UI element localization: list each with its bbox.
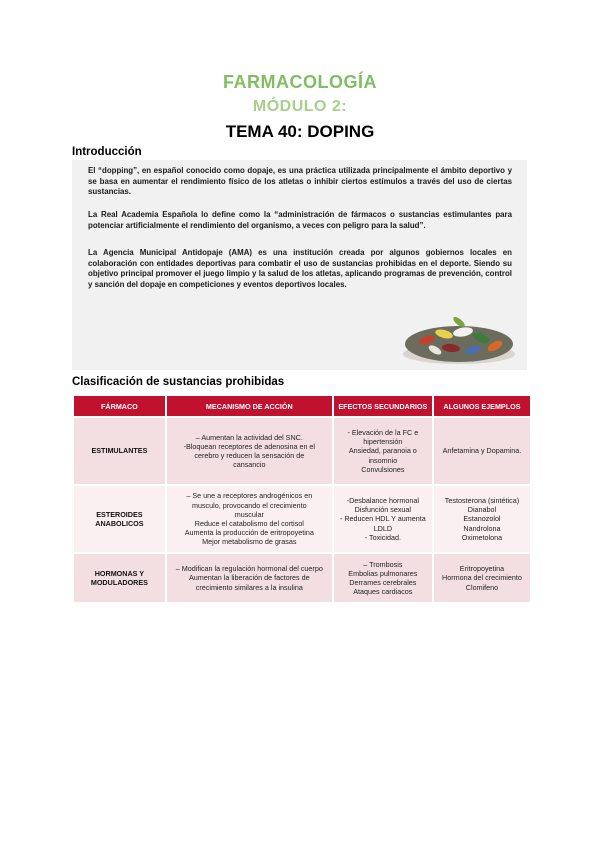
cell-line: Dianabol [467,505,497,515]
farmaco-cell: ESTEROIDES ANABOLICOS [74,486,165,552]
intro-heading: Introducción [72,146,142,158]
cell-line: LDLD [373,523,393,533]
cell-line: Hormona del crecimiento [442,573,522,583]
table-row [74,554,530,602]
cell-line: - Elevación de la FC e [347,427,419,437]
cell-line: Ansiedad, paranoia o [348,446,417,456]
column-header: EFECTOS SECUNDARIOS [334,396,432,416]
cell-line: Nandrolona [463,523,501,533]
column-header: FÁRMACO [74,396,165,416]
cell-line: – Se une a receptores androgénicos en [186,491,313,501]
cell-line: crecimiento similares a la insulina [195,582,303,592]
cell-line: – Trombosis [363,559,403,569]
table-row [74,486,530,552]
cell-line: cansancio [233,460,266,470]
cell-line: Aumentan la liberación de factores de [188,573,310,583]
cell-line: -Desbalance hormonal [346,495,419,505]
cell-line: Convulsiones [361,464,405,474]
cell-line: Estanozolol [463,514,501,524]
mecanismo-cell [167,486,332,552]
classification-heading: Clasificación de sustancias prohibidas [72,376,285,388]
cell-line: muscular [234,509,264,519]
cell-line: - Reducen HDL Y aumenta [339,514,426,524]
cell-line: Derrames cerebrales [349,578,417,587]
substances-table [72,394,532,604]
mecanismo-cell [167,418,332,484]
cell-line: -Bloquean receptores de adenosina en el [183,441,316,451]
cell-line: Oximetolona [461,532,503,542]
intro-paragraph-1: El “dopping”, en español conocido como dopaje, es una práctica utilizada principalmente el ámbito deportivo y se basa en aumentar el rendimiento físico de los atletas o inhibir ciertos estímulos a través del uso de ciertas sustancias. [88,166,512,197]
ejemplos-cell [434,418,530,484]
cell-line: Disfunción sexual [354,505,412,515]
subject-title: FARMACOLOGÍA [223,72,377,92]
efectos-cell [334,418,432,484]
intro-paragraph-2: La Real Academia Española lo define como la “administración de fármacos o sustancias estimulantes para potenciar artificialmente el rendimiento del organismo, a veces con peligro para la salud”. [88,210,512,230]
cell-line: Reduce el catabolismo del cortisol [194,519,304,528]
cell-line: Aumenta la producción de eritropoyetina [184,528,314,538]
cell-line: Embolias pulmonares [348,568,418,578]
cell-line: Eritropoyetina [459,564,505,574]
intro-box [72,160,527,370]
mecanismo-cell [167,554,332,602]
cell-line: – Aumentan la actividad del SNC. [195,432,303,442]
column-header: MECANISMO DE ACCIÓN [167,396,332,416]
cell-line: – Modifican la regulación hormonal del cuerpo [175,564,323,574]
table-row [74,418,530,484]
pills-image [399,304,517,366]
ejemplos-cell [434,554,530,602]
cell-line: Testosterona (sintética) [444,495,520,505]
cell-line: insomnio [368,455,398,465]
efectos-cell [334,554,432,602]
efectos-cell [334,486,432,552]
cell-line: - Toxicidad. [364,532,401,542]
module-title: MÓDULO 2: [252,98,348,115]
cell-line: Anfetamina y Dopamina. [442,446,522,456]
cell-line: cerebro y reducen la sensación de [194,451,305,460]
ejemplos-cell [434,486,530,552]
column-header: ALGUNOS EJEMPLOS [434,396,530,416]
farmaco-cell: ESTIMULANTES [74,418,165,484]
table-header-row [74,396,530,416]
farmaco-cell: HORMONAS Y MODULADORES [74,554,165,602]
cell-line: Clomifeno [465,582,499,592]
topic-title: TEMA 40: DOPING [225,122,375,141]
cell-line: Ataques cardiacos [353,587,413,597]
cell-line: hipertensión [363,437,403,447]
intro-paragraph-3: La Agencia Municipal Antidopaje (AMA) es una institución creada por algunos gobiernos locales en colaboración con entidades deportivas para combatir el uso de sustancias prohibidas en el deporte. Siendo su objetivo principal promover el juego limpio y la salud de los atletas, aplicando programas de prevención, control y sanción del dopaje en competiciones y eventos deportivos locales. [88,248,512,289]
cell-line: musculo, provocando el crecimiento [191,500,307,510]
cell-line: Mejor metabolismo de grasas [202,537,297,547]
